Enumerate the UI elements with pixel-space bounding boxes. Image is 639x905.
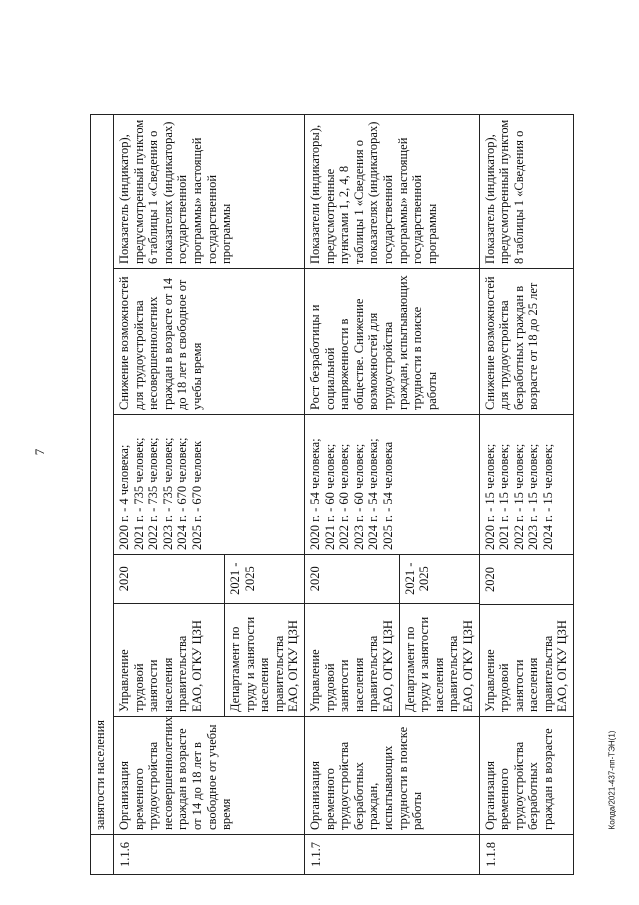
result-cell: Рост безработицы и социальной напряженности в обществе. Снижение возможностей для трудоустройства граждан, испытывающих трудности в поиске работы xyxy=(304,269,479,415)
executor-period-cell xyxy=(304,555,479,717)
executor-secondary: Департамент по труду и занятости населения правительства ЕАО, ОГКУ ЦЗН xyxy=(399,604,478,716)
result-cell: Снижение возможностей для трудоустройства безработных граждан в возрасте от 18 до 25 лет xyxy=(479,269,574,415)
executor-primary: Управление трудовой занятости населения правительства ЕАО, ОГКУ ЦЗН xyxy=(305,604,399,716)
table-row xyxy=(479,114,574,874)
target-line: 2020 г. - 15 человек; xyxy=(482,443,497,550)
period-secondary: 2021 - 2025 xyxy=(402,562,432,595)
target-line: 2021 г. - 735 человек; xyxy=(131,437,146,550)
row-number: 1.1.6 xyxy=(114,835,305,875)
executor-primary: Управление трудовой занятости населения правительства ЕАО, ОГКУ ЦЗН xyxy=(114,604,225,716)
target-line: 2021 г. - 60 человек; xyxy=(322,443,337,550)
target-line: 2022 г. - 15 человек; xyxy=(511,443,526,550)
row-number: 1.1.8 xyxy=(479,835,574,875)
target-line: 2024 г. - 54 человека; xyxy=(366,438,381,550)
target-line: 2024 г. - 15 человек; xyxy=(540,443,555,550)
target-line: 2022 г. - 735 человек; xyxy=(146,437,161,550)
executor-period-cell xyxy=(114,555,305,717)
target-line: 2023 г. - 60 человек; xyxy=(351,443,366,550)
targets-cell xyxy=(304,415,479,555)
indicator-cell: Показатель (индикатор), предусмотренный пунктом 8 таблицы 1 «Сведения о xyxy=(479,114,574,268)
target-line: 2023 г. - 15 человек; xyxy=(526,443,541,550)
period-primary: 2020 xyxy=(479,555,574,605)
target-line: 2025 г. - 54 человека xyxy=(380,441,395,550)
row-number: 1.1.7 xyxy=(304,835,479,875)
page-number: 7 xyxy=(32,448,47,456)
indicator-cell: Показатель (индикатор), предусмотренный пунктом 6 таблицы 1 «Сведения о показателях (индикаторах) государственной программы» настоящей государственной программы xyxy=(114,114,305,268)
measure-cell: Организация временного трудоустройства безработных граждан в возрасте xyxy=(479,717,574,835)
target-line: 2025 г. - 670 человек xyxy=(189,440,204,550)
target-line: 2021 г. - 15 человек; xyxy=(497,443,512,550)
document-footer-code: Колда/2021-437-пп-ТЭН(1) xyxy=(607,730,617,830)
table-row xyxy=(304,114,479,874)
header-empty-cell xyxy=(91,835,114,875)
period-primary: 2020 xyxy=(114,554,225,604)
period-primary: 2020 xyxy=(305,554,399,604)
measure-cell: Организация временного трудоустройства безработных граждан, испытывающих трудности в поиске работы xyxy=(304,717,479,835)
target-line: 2020 г. - 4 человека; xyxy=(117,444,131,550)
measures-table xyxy=(90,114,574,875)
measure-cell: Организация временного трудоустройства несовершеннолетних граждан в возрасте от 14 до 18 лет в свободное от учебы время xyxy=(114,717,305,835)
section-header-row xyxy=(91,114,114,874)
rotated-table-container xyxy=(90,115,600,875)
targets-cell xyxy=(479,415,574,555)
table-row xyxy=(114,114,305,874)
section-header: занятости населения xyxy=(91,114,114,834)
target-line: 2022 г. - 60 человек; xyxy=(337,443,352,550)
period-secondary: 2021 - 2025 xyxy=(228,562,257,595)
targets-cell xyxy=(114,415,305,555)
target-line: 2024 г. - 670 человек; xyxy=(175,437,190,550)
indicator-cell: Показатели (индикаторы), предусмотренные пунктами 1, 2, 4, 8 таблицы 1 «Сведения о показателях (индикаторах) государственной программы» настоящей государственной программы xyxy=(304,114,479,268)
executor-primary: Управление трудовой занятости населения правительства ЕАО, ОГКУ ЦЗН xyxy=(479,605,574,717)
target-line: 2020 г. - 54 человека; xyxy=(307,438,322,550)
target-line: 2023 г. - 735 человек; xyxy=(160,437,175,550)
executor-secondary: Департамент по труду и занятости населения правительства ЕАО, ОГКУ ЦЗН xyxy=(225,604,304,716)
result-cell: Снижение возможностей для трудоустройства несовершеннолетних граждан в возрасте от 14 до 18 лет в свободное от учебы время xyxy=(114,269,305,415)
